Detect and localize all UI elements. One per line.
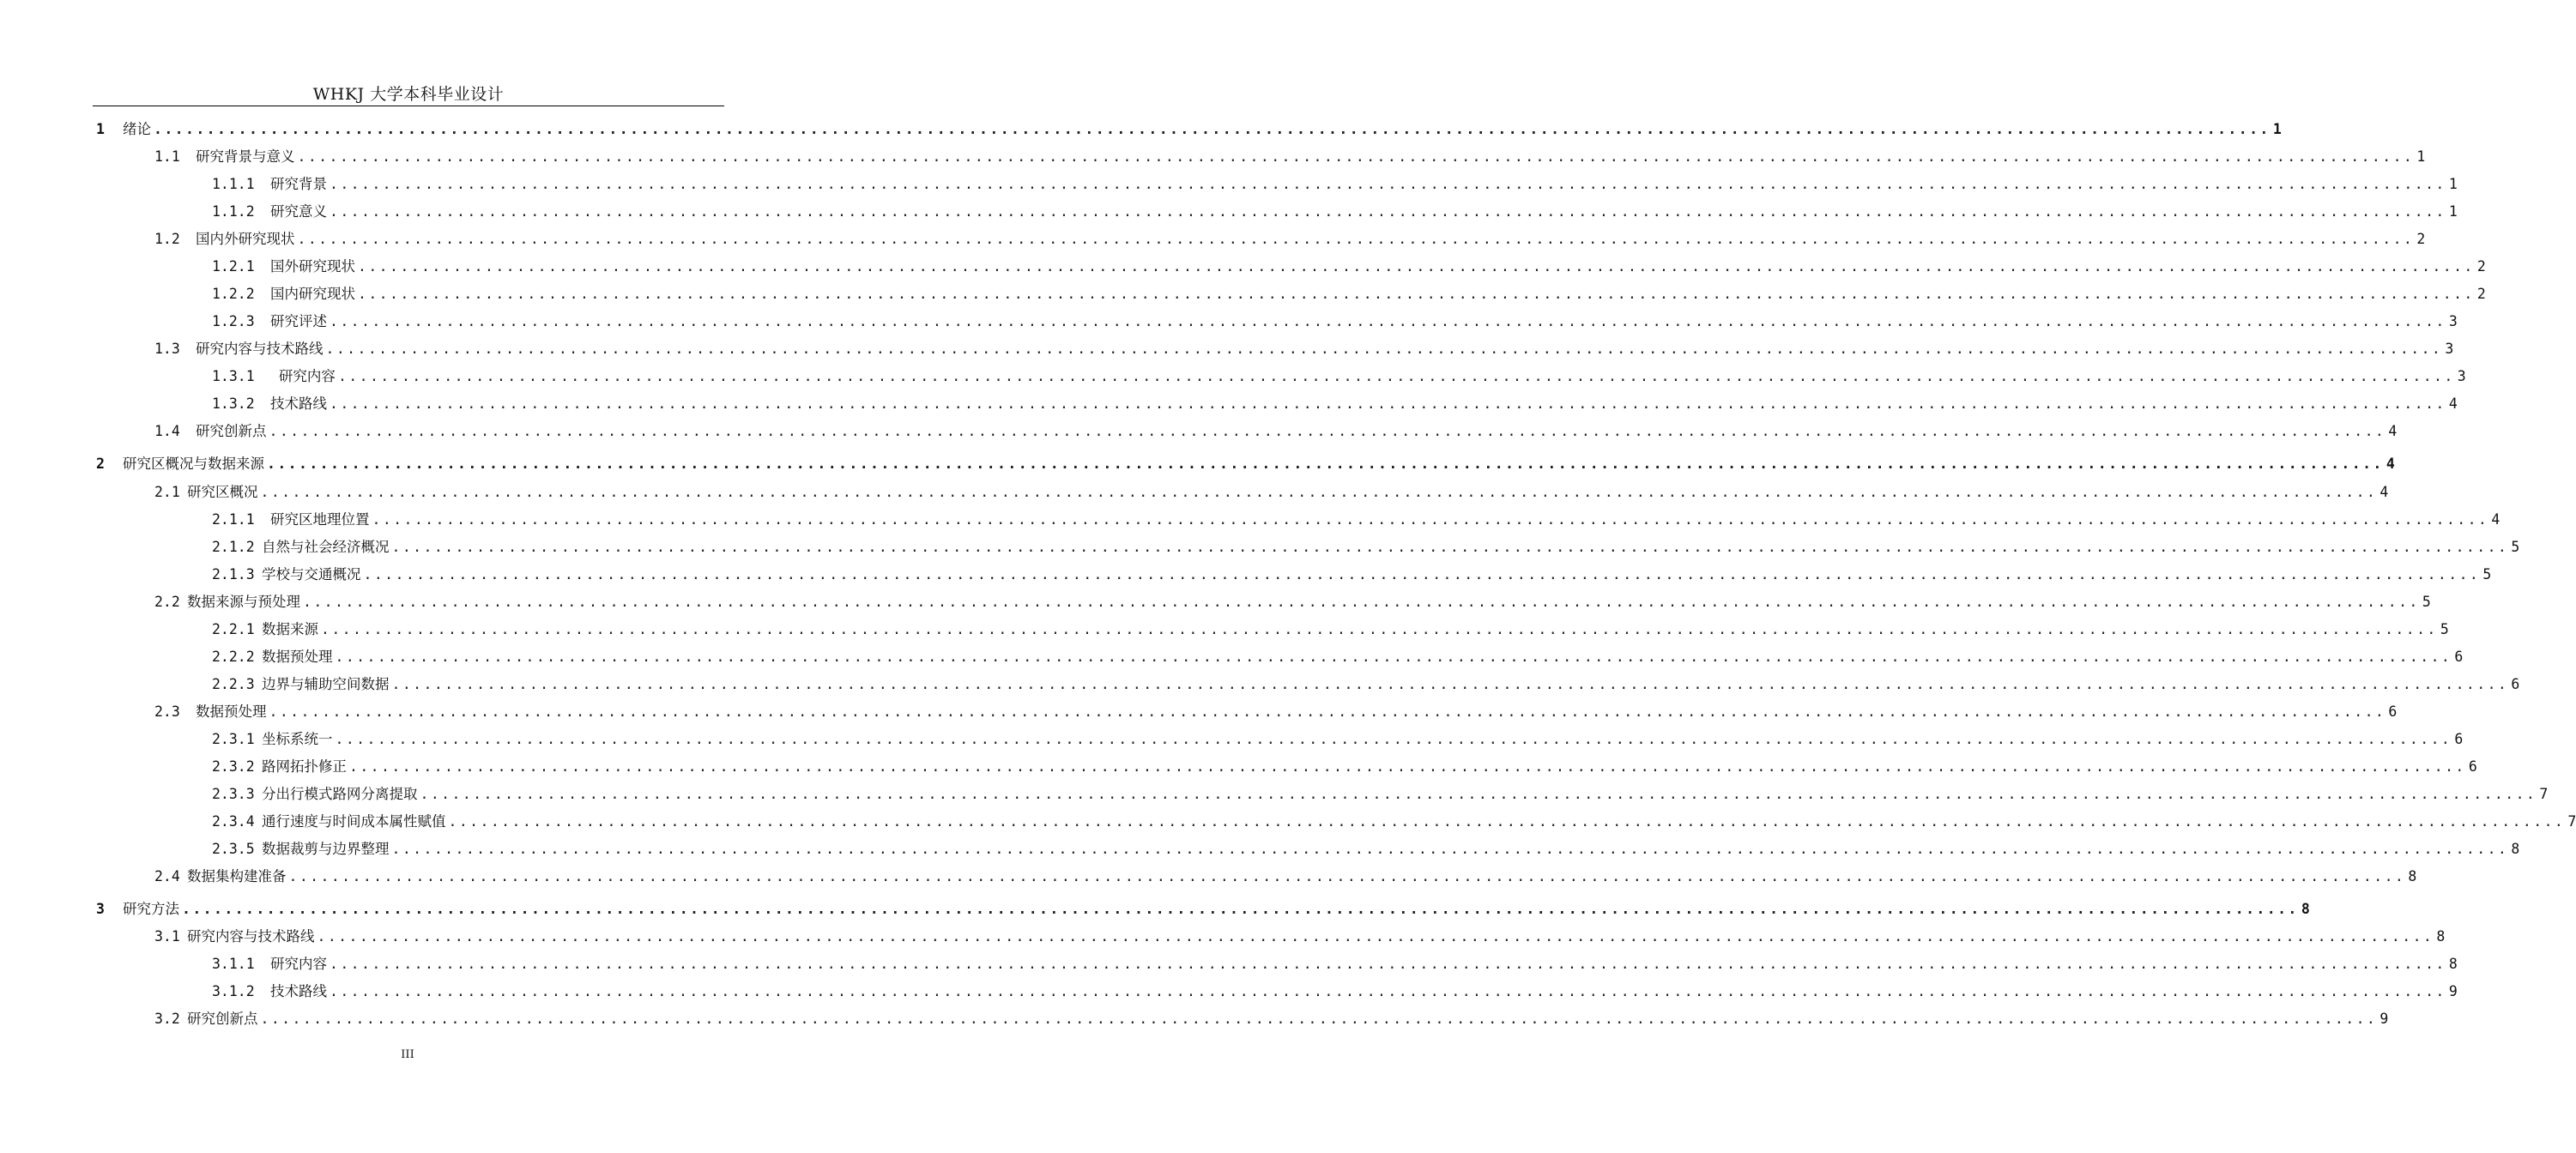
toc-page-number: 6 <box>2454 731 2464 747</box>
toc-dot-leader: ........................................................................................................................................................................................................ <box>448 813 2566 830</box>
toc-page-number: 4 <box>2388 423 2398 439</box>
toc-section-number: 1.3.1 <box>212 368 255 384</box>
toc-page-number: 8 <box>2408 868 2417 884</box>
toc-entry[interactable] <box>0 508 2500 530</box>
toc-entry[interactable] <box>0 673 2520 695</box>
toc-section-number: 2 <box>96 456 105 472</box>
toc-entry[interactable] <box>0 837 2520 860</box>
toc-page-number: 5 <box>2511 539 2520 555</box>
toc-page-number: 3 <box>2457 368 2466 384</box>
toc-section-title: 研究背景与意义 <box>196 148 295 165</box>
toc-section-title: 技术路线 <box>270 395 327 412</box>
toc-page-number: 5 <box>2482 566 2492 583</box>
toc-section-title: 研究内容 <box>270 956 327 972</box>
toc-page-number: 6 <box>2468 758 2477 775</box>
toc-section-number: 1.2.2 <box>212 286 255 302</box>
toc-section-title: 数据集构建准备 <box>187 868 287 884</box>
toc-section-number: 1.3.2 <box>212 395 255 412</box>
toc-dot-leader: ........................................................................................................................................................................................................ <box>358 258 2475 275</box>
toc-section-title: 研究区概况 <box>187 484 258 500</box>
toc-page-number: 1 <box>2272 121 2282 137</box>
toc-entry[interactable] <box>0 480 2389 503</box>
toc-section-title: 自然与社会经济概况 <box>262 539 390 555</box>
toc-dot-leader: ........................................................................................................................................................................................................ <box>420 786 2537 802</box>
toc-section-number: 2.3.1 <box>212 731 255 747</box>
toc-section-title: 数据来源与预处理 <box>187 594 300 610</box>
toc-dot-leader: ........................................................................................................................................................................................................ <box>154 121 2271 137</box>
toc-section-title: 数据裁剪与边界整理 <box>262 841 390 857</box>
toc-dot-leader: ........................................................................................................................................................................................................ <box>297 231 2415 247</box>
toc-dot-leader: ........................................................................................................................................................................................................ <box>330 176 2446 192</box>
toc-entry[interactable] <box>0 727 2464 750</box>
toc-page-number: 4 <box>2491 511 2500 528</box>
toc-page-number: 2 <box>2476 286 2486 302</box>
toc-section-title: 研究评述 <box>270 313 327 329</box>
toc-entry[interactable] <box>0 392 2458 414</box>
toc-section-number: 3.1 <box>154 928 180 945</box>
toc-page-number: 3 <box>2448 313 2458 329</box>
toc-section-number: 2.1 <box>154 484 180 500</box>
toc-entry[interactable] <box>0 172 2458 195</box>
toc-entry[interactable] <box>0 865 2417 887</box>
toc-section-number: 1.1 <box>154 148 180 165</box>
toc-section-number: 2.1.1 <box>212 511 255 528</box>
toc-dot-leader: ........................................................................................................................................................................................................ <box>335 649 2452 665</box>
toc-entry[interactable] <box>0 952 2458 975</box>
toc-dot-leader: ........................................................................................................................................................................................................ <box>330 983 2446 999</box>
toc-section-number: 1.2 <box>154 231 180 247</box>
toc-entry[interactable] <box>0 1007 2389 1029</box>
toc-section-title: 路网拓扑修正 <box>262 758 347 775</box>
toc-section-title: 数据预处理 <box>196 703 267 720</box>
toc-section-title: 研究创新点 <box>196 423 267 439</box>
toc-page-number: 3 <box>2445 341 2454 357</box>
toc-dot-leader: ........................................................................................................................................................................................................ <box>337 368 2455 384</box>
toc-section-title: 研究背景 <box>270 176 327 192</box>
toc-dot-leader: ........................................................................................................................................................................................................ <box>317 928 2434 945</box>
toc-section-number: 1.1.1 <box>212 176 255 192</box>
toc-dot-leader: ........................................................................................................................................................................................................ <box>321 621 2438 637</box>
toc-page-number: 7 <box>2567 813 2576 830</box>
toc-section-number: 2.3 <box>154 703 180 720</box>
toc-dot-leader: ........................................................................................................................................................................................................ <box>330 203 2446 220</box>
toc-page-number: 4 <box>2448 395 2458 412</box>
toc-dot-leader: ........................................................................................................................................................................................................ <box>267 456 2384 472</box>
toc-page-number: 5 <box>2440 621 2449 637</box>
toc-section-title: 研究创新点 <box>187 1011 258 1027</box>
toc-dot-leader: ........................................................................................................................................................................................................ <box>303 594 2420 610</box>
toc-section-number: 1.2.3 <box>212 313 255 329</box>
toc-dot-leader: ........................................................................................................................................................................................................ <box>335 731 2452 747</box>
toc-page-number: 9 <box>2448 983 2458 999</box>
toc-section-title: 通行速度与时间成本属性赋值 <box>262 813 446 830</box>
toc-dot-leader: ........................................................................................................................................................................................................ <box>260 484 2378 500</box>
toc-dot-leader: ........................................................................................................................................................................................................ <box>330 956 2446 972</box>
page-header-title: WHKJ 大学本科毕业设计 <box>312 85 505 104</box>
toc-section-number: 3.2 <box>154 1011 180 1027</box>
toc-page-number: 4 <box>2386 456 2395 472</box>
toc-dot-leader: ........................................................................................................................................................................................................ <box>330 395 2446 412</box>
toc-section-title: 技术路线 <box>270 983 327 999</box>
toc-dot-leader: ........................................................................................................................................................................................................ <box>363 566 2481 583</box>
toc-section-number: 3.1.2 <box>212 983 255 999</box>
toc-dot-leader: ........................................................................................................................................................................................................ <box>391 539 2509 555</box>
toc-section-number: 2.3.2 <box>212 758 255 775</box>
toc-page-number: 1 <box>2448 203 2458 220</box>
toc-section-title: 分出行模式路网分离提取 <box>262 786 418 802</box>
toc-section-title: 国外研究现状 <box>270 258 355 275</box>
toc-section-number: 2.2.1 <box>212 621 255 637</box>
toc-dot-leader: ........................................................................................................................................................................................................ <box>182 901 2299 917</box>
toc-entry[interactable] <box>0 420 2398 442</box>
toc-entry[interactable] <box>0 200 2458 222</box>
toc-section-title: 研究内容与技术路线 <box>187 928 315 945</box>
toc-section-number: 1.2.1 <box>212 258 255 275</box>
toc-section-number: 2.3.4 <box>212 813 255 830</box>
toc-section-title: 边界与辅助空间数据 <box>262 676 390 692</box>
toc-page-number: 8 <box>2448 956 2458 972</box>
toc-section-title: 绪论 <box>123 121 151 137</box>
toc-entry[interactable] <box>0 618 2449 640</box>
toc-section-number: 2.3.5 <box>212 841 255 857</box>
toc-section-title: 研究内容 <box>270 368 336 384</box>
toc-page-number: 7 <box>2539 786 2549 802</box>
toc-dot-leader: ........................................................................................................................................................................................................ <box>372 511 2489 528</box>
toc-dot-leader: ........................................................................................................................................................................................................ <box>391 676 2509 692</box>
toc-entry[interactable] <box>0 118 2282 140</box>
toc-entry[interactable] <box>0 755 2477 777</box>
toc-section-number: 2.3.3 <box>212 786 255 802</box>
toc-entry[interactable] <box>0 337 2454 359</box>
toc-dot-leader: ........................................................................................................................................................................................................ <box>349 758 2466 775</box>
toc-dot-leader: ........................................................................................................................................................................................................ <box>260 1011 2378 1027</box>
toc-section-title: 学校与交通概况 <box>262 566 361 583</box>
toc-entry[interactable] <box>0 782 2549 805</box>
toc-dot-leader: ........................................................................................................................................................................................................ <box>269 423 2386 439</box>
toc-dot-leader: ........................................................................................................................................................................................................ <box>269 703 2386 720</box>
toc-entry[interactable] <box>0 255 2486 277</box>
toc-dot-leader: ........................................................................................................................................................................................................ <box>391 841 2509 857</box>
toc-entry[interactable] <box>0 980 2458 1002</box>
toc-section-title: 研究方法 <box>123 901 179 917</box>
toc-page-number: 1 <box>2416 148 2426 165</box>
toc-section-title: 国内外研究现状 <box>196 231 295 247</box>
toc-dot-leader: ........................................................................................................................................................................................................ <box>297 148 2415 165</box>
toc-section-title: 研究区概况与数据来源 <box>123 456 264 472</box>
toc-section-number: 1.1.2 <box>212 203 255 220</box>
toc-section-title: 国内研究现状 <box>270 286 355 302</box>
toc-dot-leader: ........................................................................................................................................................................................................ <box>330 313 2446 329</box>
toc-section-number: 3 <box>96 901 105 917</box>
toc-page-number: 5 <box>2422 594 2431 610</box>
toc-section-title: 研究意义 <box>270 203 327 220</box>
toc-section-title: 数据来源 <box>262 621 318 637</box>
toc-section-number: 3.1.1 <box>212 956 255 972</box>
toc-page-number: 6 <box>2388 703 2398 720</box>
toc-entry[interactable] <box>0 645 2464 667</box>
toc-page-number: 4 <box>2379 484 2389 500</box>
toc-entry[interactable] <box>0 563 2492 585</box>
toc-section-number: 2.1.3 <box>212 566 255 583</box>
toc-page-number: 1 <box>2448 176 2458 192</box>
toc-page-number: 2 <box>2416 231 2426 247</box>
toc-section-title: 数据预处理 <box>262 649 333 665</box>
toc-page-number: 6 <box>2454 649 2464 665</box>
toc-section-number: 2.2 <box>154 594 180 610</box>
toc-page-number: 8 <box>2436 928 2446 945</box>
toc-page-number: 8 <box>2511 841 2520 857</box>
toc-entry[interactable] <box>0 700 2398 722</box>
toc-section-number: 1 <box>96 121 105 137</box>
page-number: III <box>401 1048 414 1061</box>
toc-page-number: 2 <box>2476 258 2486 275</box>
toc-entry[interactable] <box>0 310 2458 332</box>
toc-dot-leader: ........................................................................................................................................................................................................ <box>288 868 2406 884</box>
toc-entry[interactable] <box>0 227 2426 250</box>
toc-section-title: 研究内容与技术路线 <box>196 341 324 357</box>
toc-entry[interactable] <box>0 145 2426 167</box>
toc-section-title: 研究区地理位置 <box>270 511 370 528</box>
toc-entry[interactable] <box>0 897 2310 920</box>
toc-entry[interactable] <box>0 282 2486 305</box>
toc-entry[interactable] <box>0 535 2520 558</box>
toc-section-title: 坐标系统一 <box>262 731 333 747</box>
toc-section-number: 2.2.3 <box>212 676 255 692</box>
toc-section-number: 2.2.2 <box>212 649 255 665</box>
toc-section-number: 1.4 <box>154 423 180 439</box>
toc-dot-leader: ........................................................................................................................................................................................................ <box>325 341 2443 357</box>
toc-entry[interactable] <box>0 590 2431 613</box>
toc-page-number: 6 <box>2511 676 2520 692</box>
toc-section-number: 2.1.2 <box>212 539 255 555</box>
toc-page-number: 9 <box>2379 1011 2389 1027</box>
toc-page-number: 8 <box>2301 901 2310 917</box>
toc-dot-leader: ........................................................................................................................................................................................................ <box>358 286 2475 302</box>
toc-section-number: 1.3 <box>154 341 180 357</box>
toc-entry[interactable] <box>0 365 2466 387</box>
toc-entry[interactable] <box>0 810 2576 832</box>
toc-entry[interactable] <box>0 452 2395 474</box>
toc-entry[interactable] <box>0 925 2446 947</box>
toc-section-number: 2.4 <box>154 868 180 884</box>
